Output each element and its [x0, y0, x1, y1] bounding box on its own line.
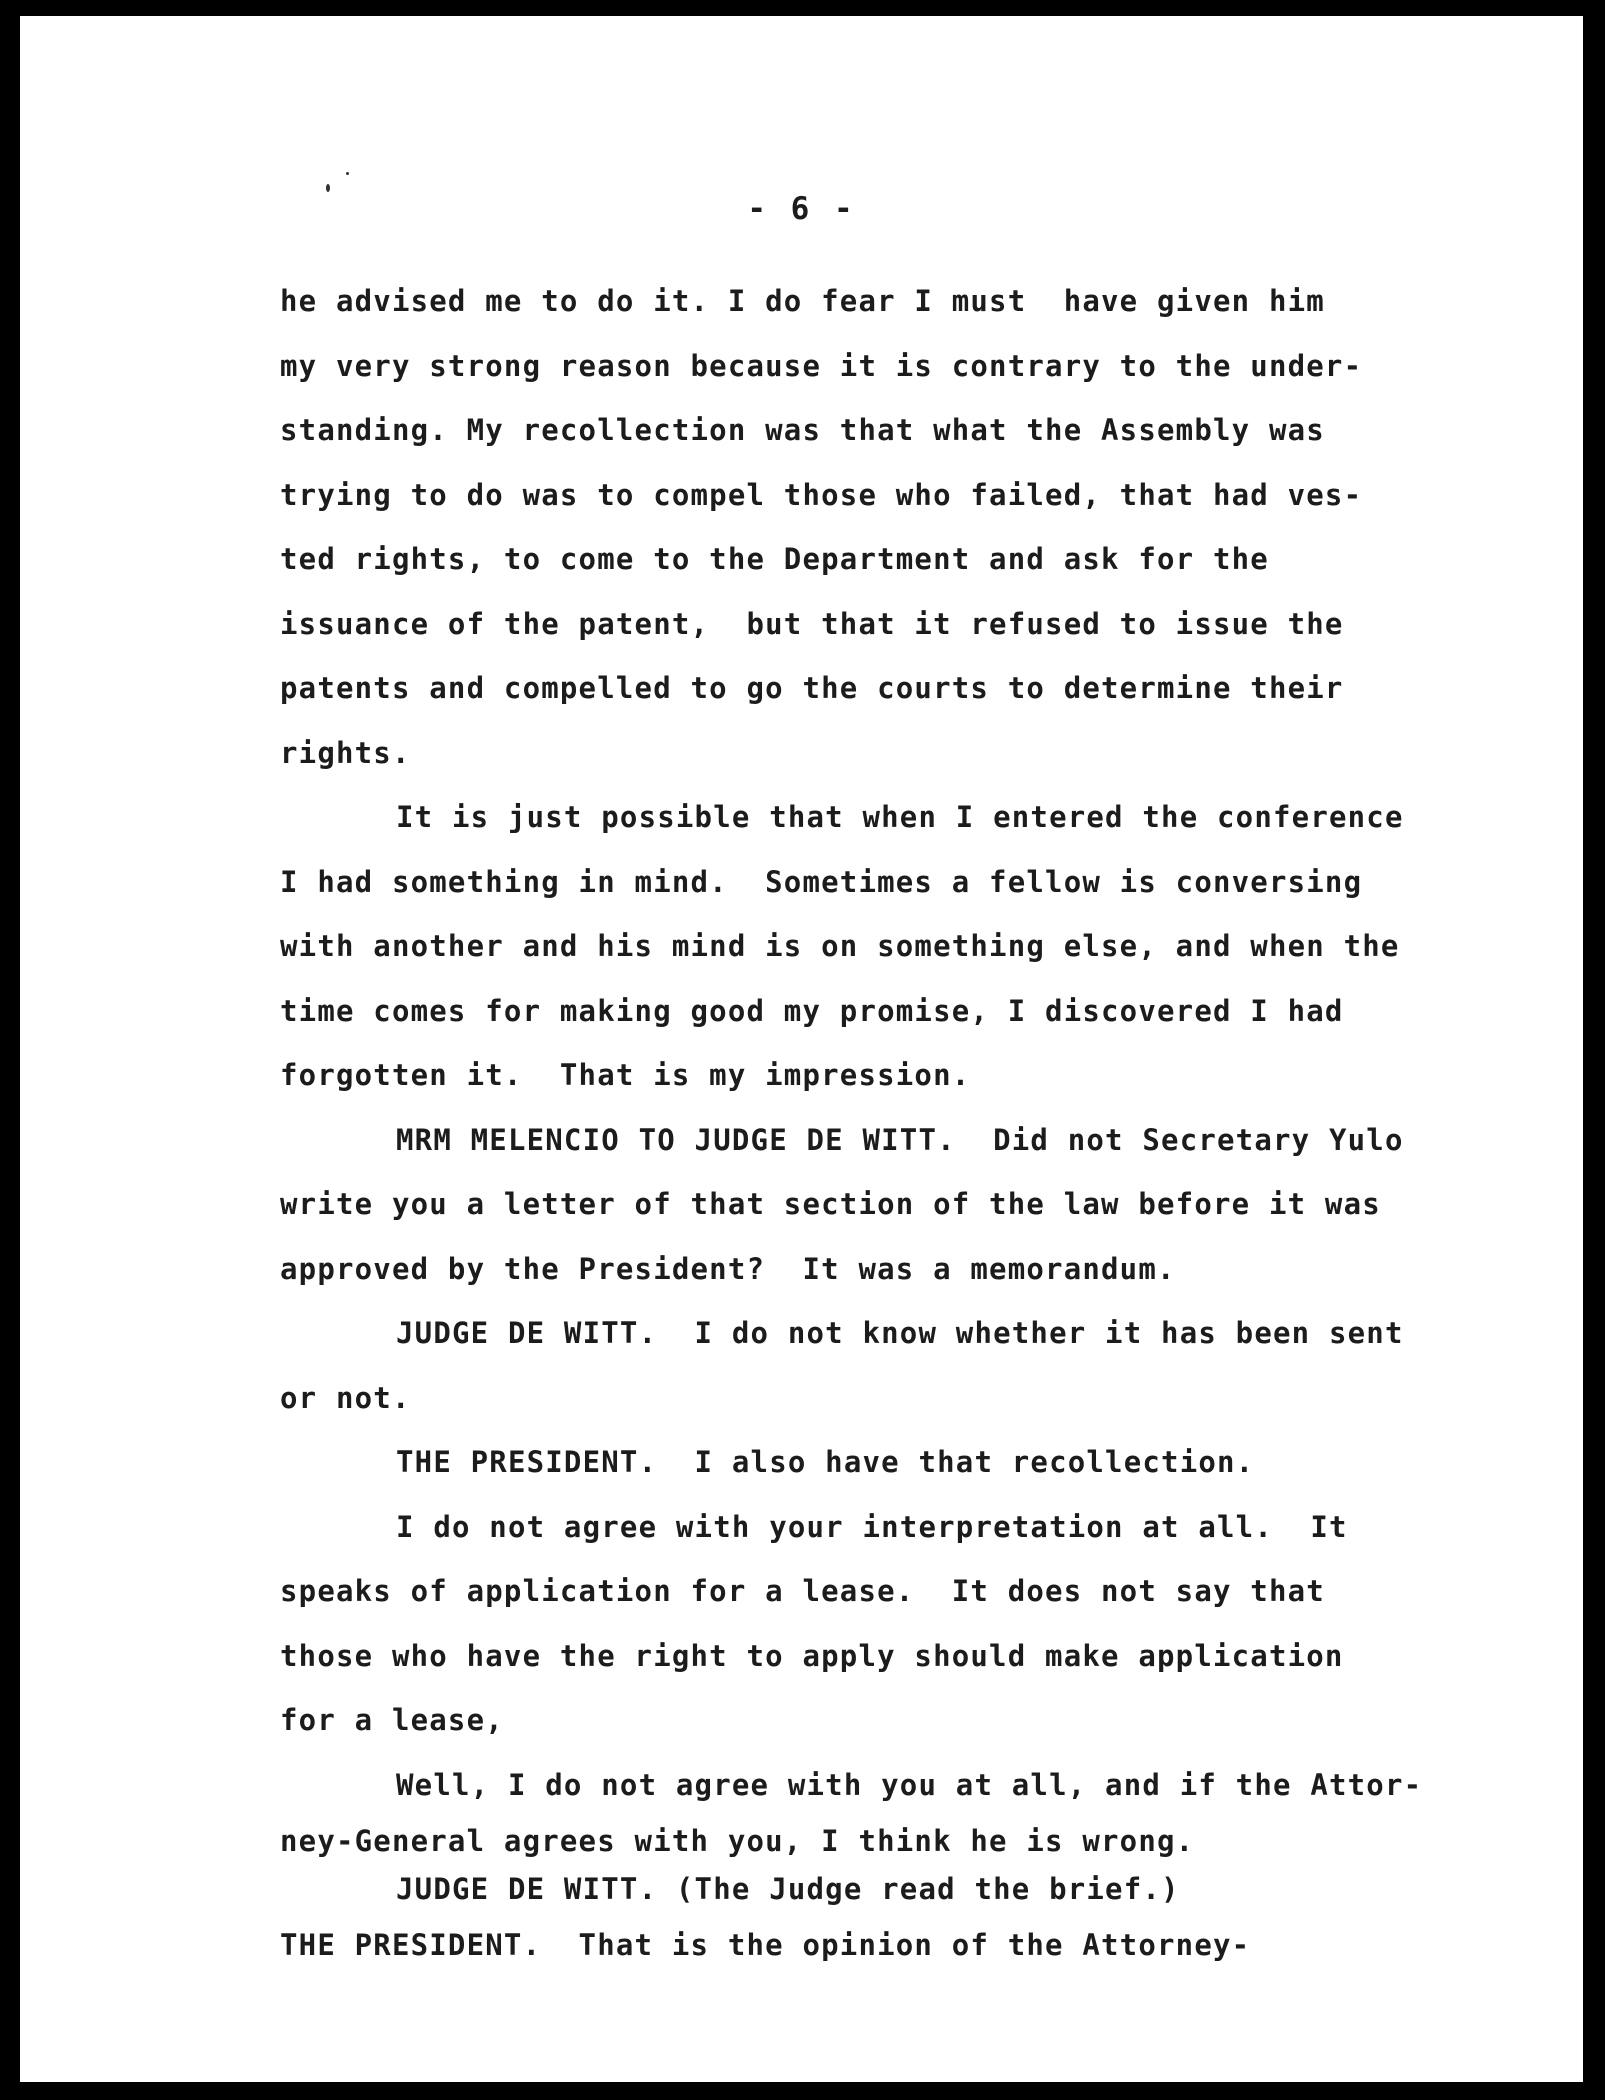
speaker-line: THE PRESIDENT. That is the opinion of the Attorney- [280, 1928, 1251, 1962]
text-line: or not. [280, 1380, 411, 1415]
text-line: he advised me to do it. I do fear I must have given him [280, 284, 1325, 318]
text-line: for a lease, [280, 1703, 504, 1737]
typed-text-body [280, 269, 1480, 1978]
paragraph-start-line: It is just possible that when I entered the conference [396, 800, 1404, 834]
text-line: forgotten it. That is my impression. [280, 1058, 971, 1092]
text-line: write you a letter of that section of the law before it was [280, 1187, 1381, 1221]
text-line: speaks of application for a lease. It does not say that [280, 1574, 1325, 1608]
speaker-line: JUDGE DE WITT. (The Judge read the brief.) [396, 1872, 1180, 1906]
text-line: I had something in mind. Sometimes a fellow is conversing [280, 864, 1363, 899]
text-line: trying to do was to compel those who failed, that had ves- [280, 477, 1363, 512]
ink-speck [346, 172, 349, 175]
text-line: with another and his mind is on something else, and when the [280, 929, 1400, 963]
speaker-line: THE PRESIDENT. I also have that recollection. [396, 1445, 1255, 1479]
text-line: my very strong reason because it is contrary to the under- [280, 348, 1363, 383]
text-line: approved by the President? It was a memorandum. [280, 1251, 1176, 1286]
text-line: standing. My recollection was that what the Assembly was [280, 413, 1325, 447]
paragraph-start-line: I do not agree with your interpretation at all. It [396, 1509, 1348, 1544]
speaker-line: MRM MELENCIO TO JUDGE DE WITT. Did not Secretary Yulo [396, 1122, 1404, 1157]
text-line: rights. [280, 735, 411, 770]
paragraph-start-line: Well, I do not agree with you at all, and if the Attor- [396, 1767, 1423, 1802]
text-line: ney-General agrees with you, I think he is wrong. [280, 1824, 1195, 1858]
document-page [20, 16, 1583, 2082]
page-number: - 6 - [747, 191, 856, 227]
text-line: time comes for making good my promise, I discovered I had [280, 993, 1344, 1028]
text-line: ted rights, to come to the Department and ask for the [280, 542, 1269, 576]
text-line: issuance of the patent, but that it refused to issue the [280, 606, 1344, 641]
speaker-line: JUDGE DE WITT. I do not know whether it has been sent [396, 1316, 1404, 1350]
text-line: patents and compelled to go the courts to determine their [280, 671, 1344, 705]
text-line: those who have the right to apply should make application [280, 1638, 1344, 1673]
